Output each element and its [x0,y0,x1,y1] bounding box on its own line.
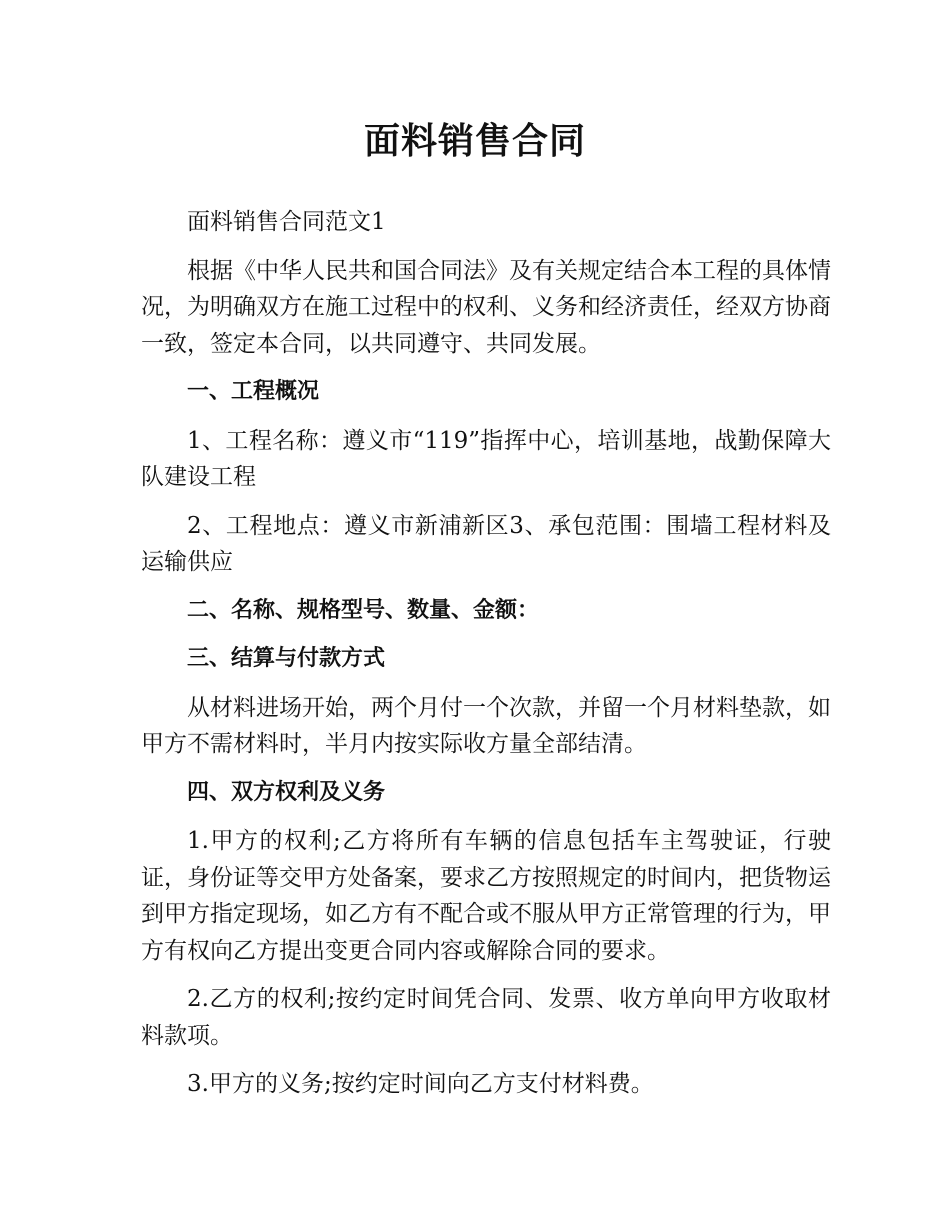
document-title: 面料销售合同 [363,121,586,162]
section-heading-specs: 二、名称、规格型号、数量、金额： [187,597,540,623]
party-a-obligations-paragraph: 3.甲方的义务;按约定时间向乙方支付材料费。 [187,1071,654,1097]
document-subtitle: 面料销售合同范文1 [187,209,386,235]
party-b-rights-paragraph: 2.乙方的权利;按约定时间凭合同、发票、收方单向甲方收取材料款项。 [141,986,831,1049]
section-heading-payment: 三、结算与付款方式 [187,646,386,671]
payment-paragraph: 从材料进场开始，两个月付一个次款，并留一个月材料垫款，如甲方不需材料时，半月内按实际收方量全部结清。 [141,694,831,757]
project-location-paragraph: 2、工程地点：遵义市新浦新区3、承包范围：围墙工程材料及运输供应 [141,512,831,575]
project-name-paragraph: 1、工程名称：遵义市“119”指挥中心，培训基地，战勤保障大队建设工程 [141,427,831,490]
intro-paragraph: 根据《中华人民共和国合同法》及有关规定结合本工程的具体情况，为明确双方在施工过程中的权利、义务和经济责任，经双方协商一致，签定本合同，以共同遵守、共同发展。 [141,257,831,357]
party-a-rights-paragraph: 1.甲方的权利;乙方将所有车辆的信息包括车主驾驶证，行驶证，身份证等交甲方处备案，要求乙方按照规定的时间内，把货物运到甲方指定现场，如乙方有不配合或不服从甲方正常管理的行为，甲方有权向乙方提出变更合同内容或解除合同的要求。 [141,828,831,964]
section-heading-overview: 一、工程概况 [187,379,320,404]
section-heading-rights: 四、双方权利及义务 [187,779,386,805]
document-body [141,204,831,1115]
